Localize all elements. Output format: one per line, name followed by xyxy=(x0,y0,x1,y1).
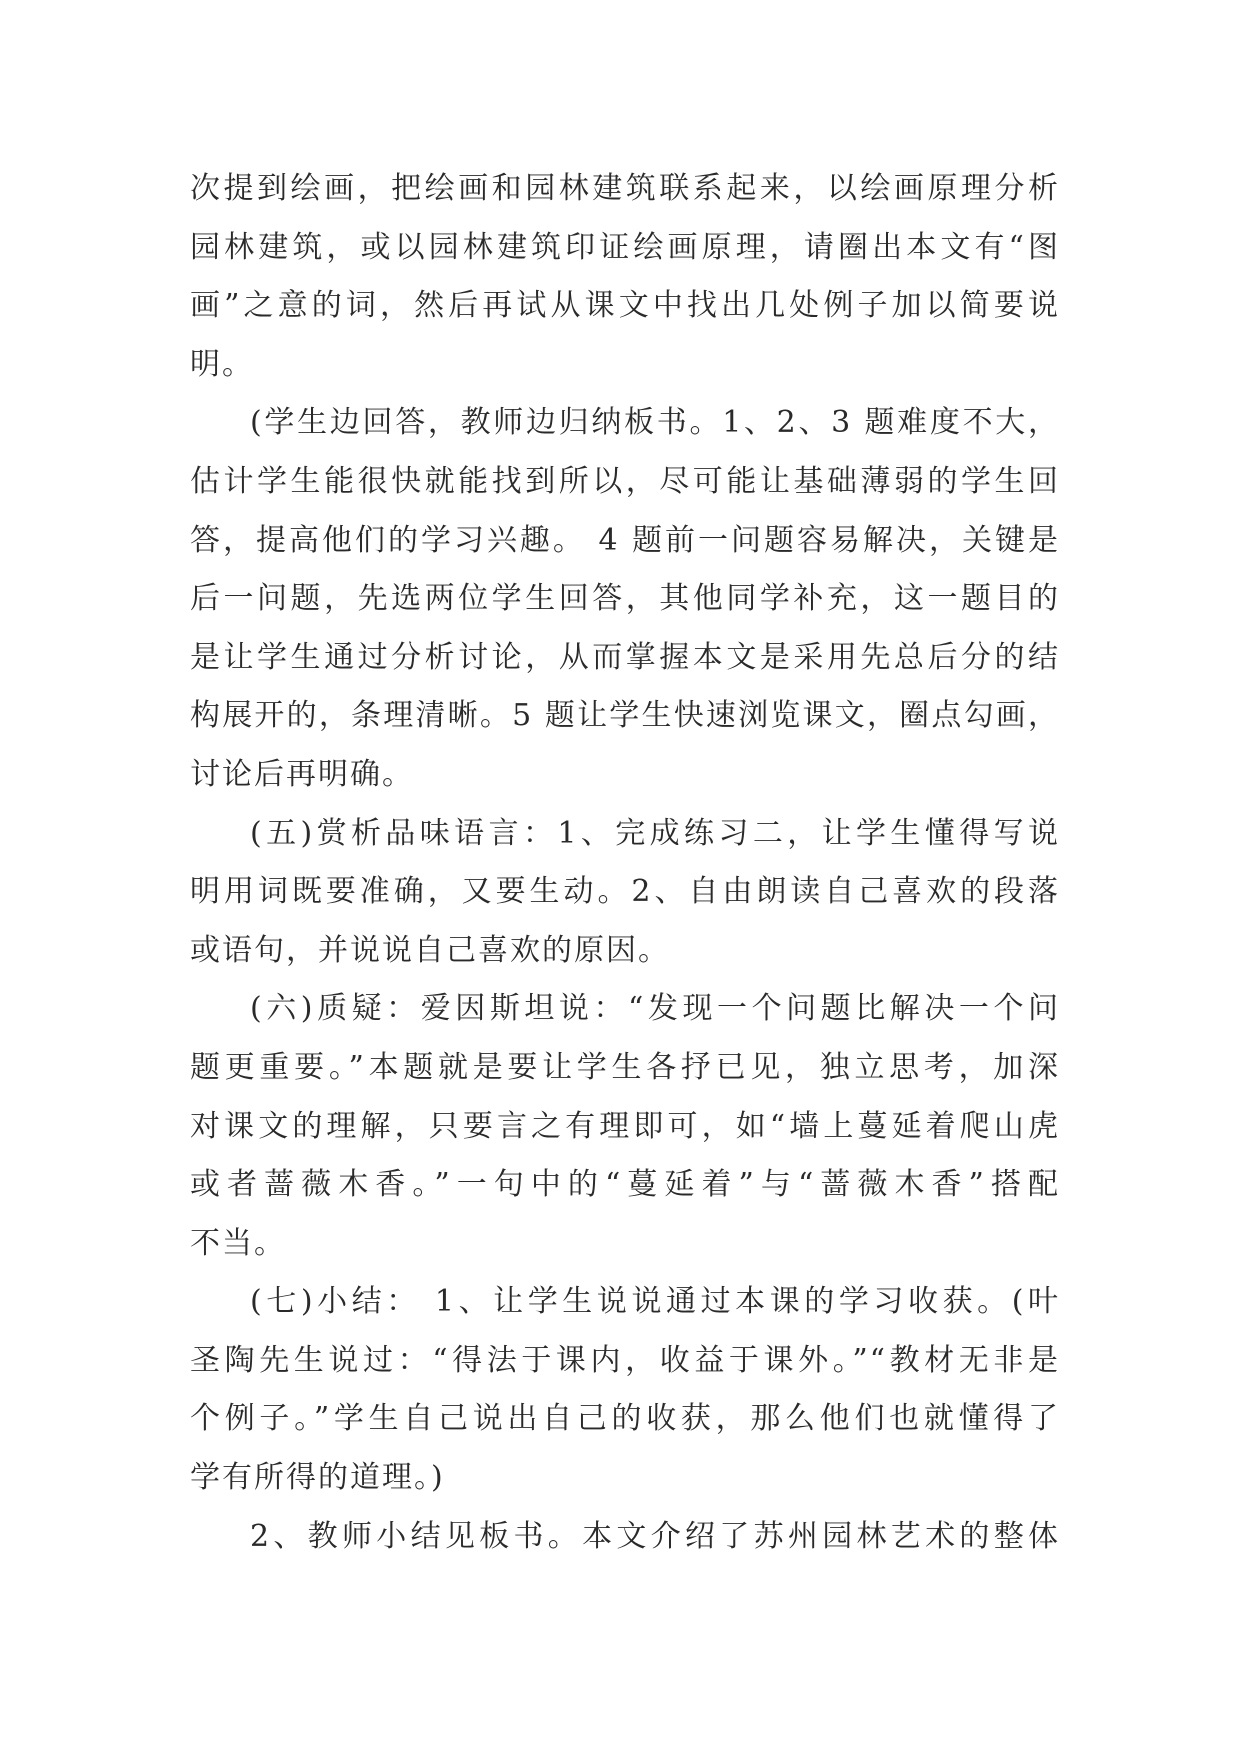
text-line: 是让学生通过分析讨论，从而掌握本文是采用先总后分的结 xyxy=(190,639,1060,675)
text-line: 构展开的，条理清晰。5 题让学生快速浏览课文，圈点勾画， xyxy=(190,698,1060,734)
text-line: 或语句，并说说自己喜欢的原因。 xyxy=(190,932,670,968)
text-line: 园林建筑，或以园林建筑印证绘画原理，请圈出本文有“图 xyxy=(190,229,1060,265)
text-line: 2、教师小结见板书。本文介绍了苏州园林艺术的整体 xyxy=(250,1518,1060,1554)
text-line: (六)质疑：爱因斯坦说：“发现一个问题比解决一个问 xyxy=(250,991,1060,1027)
text-line: (五)赏析品味语言：1、完成练习二，让学生懂得写说 xyxy=(250,815,1060,851)
text-line: 画”之意的词，然后再试从课文中找出几处例子加以简要说 xyxy=(190,288,1060,324)
text-line: 明用词既要准确，又要生动。2、自由朗读自己喜欢的段落 xyxy=(190,874,1060,910)
text-line: 对课文的理解，只要言之有理即可，如“墙上蔓延着爬山虎 xyxy=(190,1108,1060,1144)
text-line: 学有所得的道理。) xyxy=(190,1460,445,1496)
text-line: 答，提高他们的学习兴趣。 4 题前一问题容易解决，关键是 xyxy=(190,522,1060,558)
text-line: 估计学生能很快就能找到所以，尽可能让基础薄弱的学生回 xyxy=(190,463,1060,499)
text-line: 圣陶先生说过：“得法于课内，收益于课外。”“教材无非是 xyxy=(190,1342,1060,1378)
text-line: (七)小结： 1、让学生说说通过本课的学习收获。(叶 xyxy=(250,1284,1060,1320)
text-line: 后一问题，先选两位学生回答，其他同学补充，这一题目的 xyxy=(190,581,1060,617)
text-line: 次提到绘画，把绘画和园林建筑联系起来，以绘画原理分析 xyxy=(190,171,1060,206)
text-line: 明。 xyxy=(190,346,254,382)
text-line: 不当。 xyxy=(190,1225,286,1261)
text-line: 个例子。”学生自己说出自己的收获，那么他们也就懂得了 xyxy=(190,1401,1060,1437)
text-line: (学生边回答，教师边归纳板书。1、2、3 题难度不大， xyxy=(250,405,1060,441)
text-line: 题更重要。”本题就是要让学生各抒已见，独立思考，加深 xyxy=(190,1049,1060,1085)
text-line: 讨论后再明确。 xyxy=(190,756,414,792)
body-text xyxy=(190,160,1060,1566)
text-line: 或者蔷薇木香。”一句中的“蔓延着”与“蔷薇木香”搭配 xyxy=(190,1167,1060,1203)
